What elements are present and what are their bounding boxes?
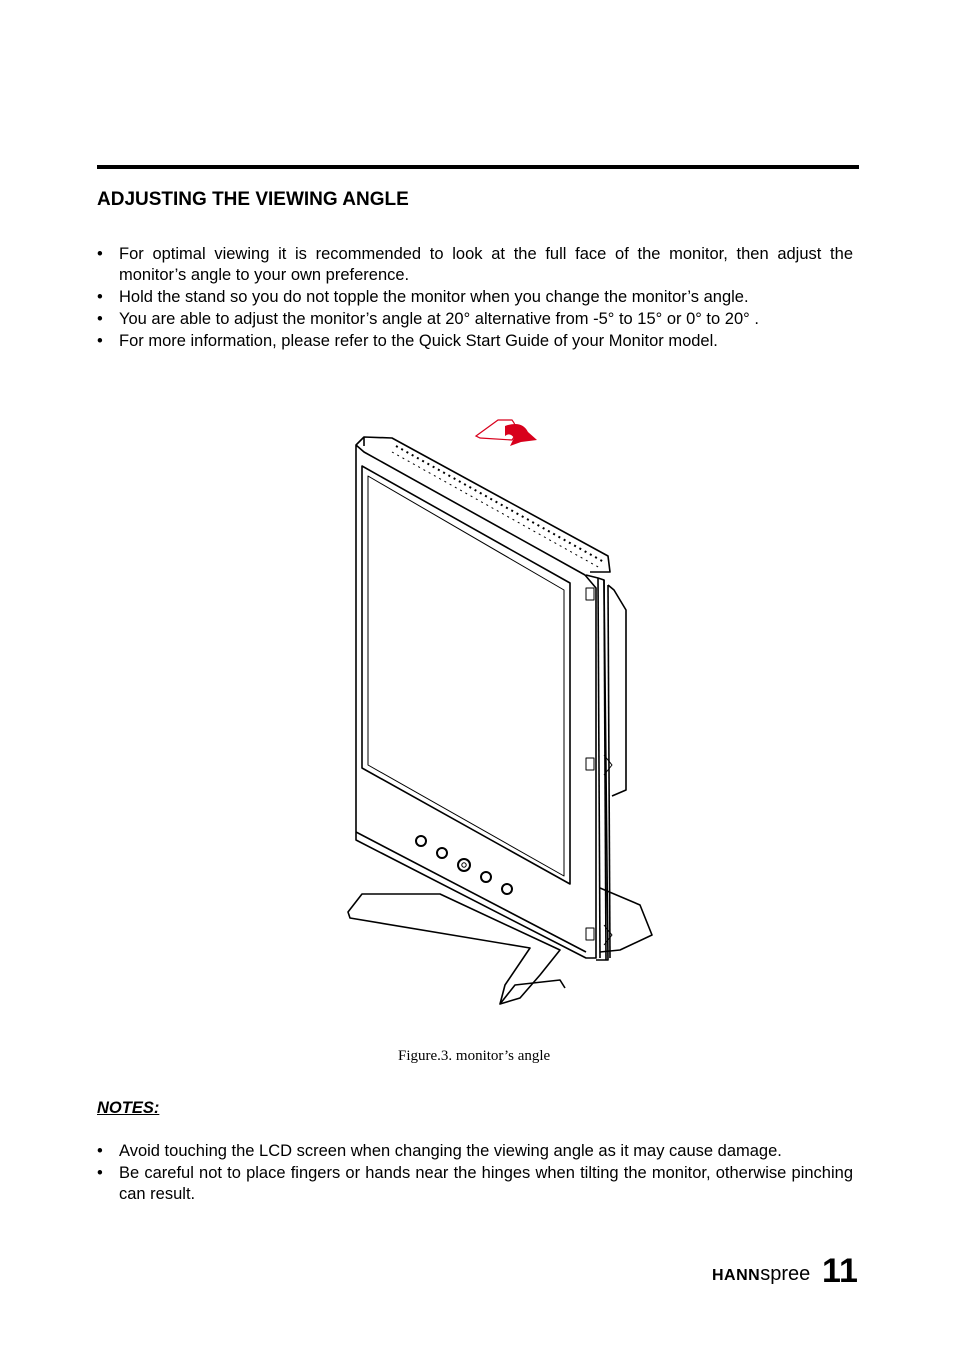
- control-button: [416, 836, 426, 846]
- monitor-bezel: [356, 445, 596, 958]
- control-button: [437, 848, 447, 858]
- header-rule: [97, 165, 859, 169]
- notes-list: [97, 1141, 853, 1206]
- note-item: • Be careful not to place fingers or hands near the hinges when tilting the monitor, otherwise pinching can result.: [97, 1163, 853, 1205]
- instruction-item: • You are able to adjust the monitor’s angle at 20° alternative from -5° to 15° or 0° to 20° .: [97, 309, 853, 330]
- control-button: [481, 872, 491, 882]
- notes-label: NOTES:: [97, 1099, 160, 1117]
- instruction-list: [97, 244, 853, 353]
- brand-logo-light: spree: [760, 1263, 811, 1285]
- control-button: [502, 884, 512, 894]
- stand-bracket: [608, 585, 626, 796]
- note-item: • Avoid touching the LCD screen when changing the viewing angle as it may cause damage.: [97, 1141, 853, 1162]
- monitor-angle-illustration: [330, 410, 670, 1010]
- tilt-arrow-icon: [476, 420, 537, 446]
- page-number: 11: [822, 1252, 858, 1290]
- instruction-item: • For more information, please refer to the Quick Start Guide of your Monitor model.: [97, 331, 853, 352]
- instruction-item: • Hold the stand so you do not topple the monitor when you change the monitor’s angle.: [97, 287, 853, 308]
- instruction-item: • For optimal viewing it is recommended to look at the full face of the monitor, then adjust the monitor’s angle to your own preference.: [97, 244, 853, 286]
- figure-caption: Figure.3. monitor’s angle: [398, 1048, 551, 1064]
- brand-logo-bold: HANN: [712, 1267, 761, 1284]
- section-heading: ADJUSTING THE VIEWING ANGLE: [97, 189, 409, 210]
- brand-logo: [712, 1263, 810, 1286]
